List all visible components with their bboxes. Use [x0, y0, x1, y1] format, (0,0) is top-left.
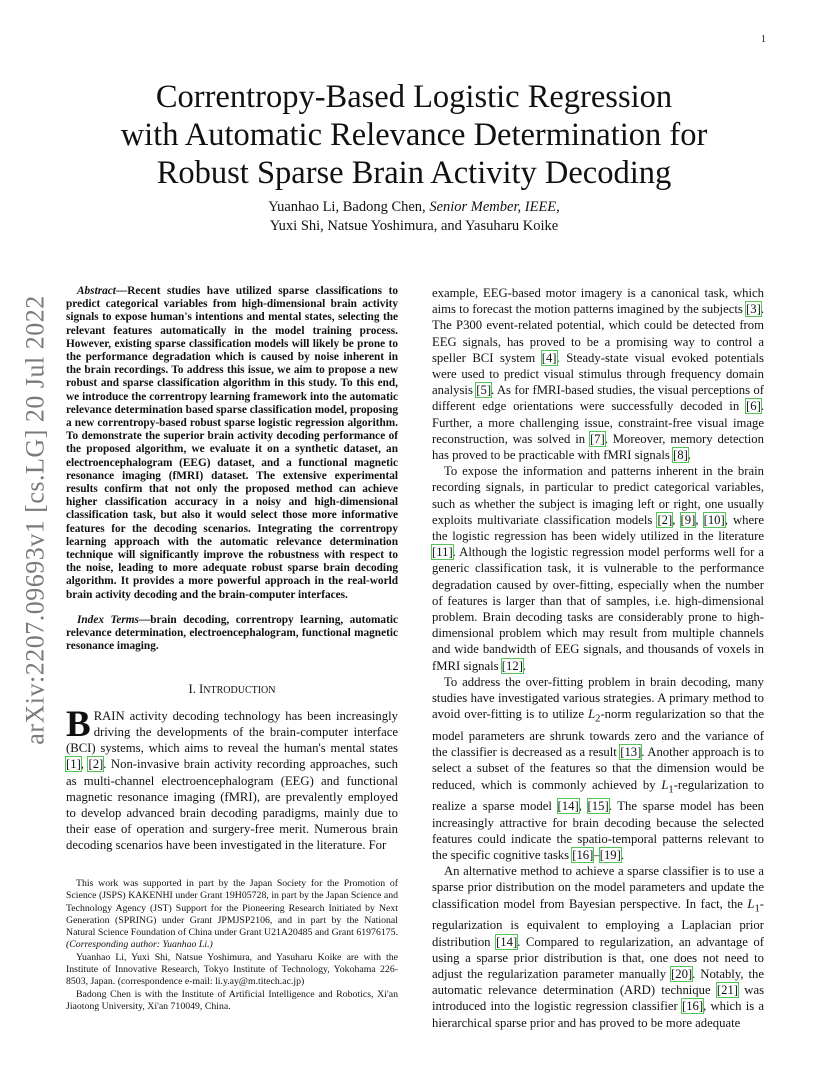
abstract-lead: Abstract — [77, 285, 116, 297]
body-text: . — [687, 448, 691, 463]
index-terms — [66, 614, 398, 654]
body-text: was introduced into the logistic regression classifier — [432, 983, 765, 1014]
body-text: To expose the information and patterns inherent in the brain recording signals, in particular to predict categorical variables, such as whether the subject is imaging left or right, one usually exploits multivariate classification models — [432, 464, 764, 527]
body-text: . — [620, 847, 625, 862]
body-text: . Notably, the automatic relevance determination (ARD) technique — [432, 966, 764, 998]
math-subscript: 1 — [668, 784, 674, 796]
intro-text: . Non-invasive brain activity recording approaches, such as multi-channel electroencephalogram (EEG) and functional magnetic resonance imaging (fMRI), are prevalently employed to develop advanced brain decoding paradigms, mainly due to their ease of operation and surgery-free merit. Numerous brain decoding scenarios have been investigated in the literature. For — [66, 757, 398, 853]
body-paragraph — [432, 463, 764, 674]
body-text: . Further, a more challenging issue, constraint-free visual image reconstruction, was solved in — [432, 399, 764, 446]
body-text: . Another approach is to select a subset of the features so that the dimension would be reduced, which is commonly achieved by — [432, 745, 765, 792]
body-text: . Steady-state visual evoked potentials were used to predict visual stimulus through frequency domain analysis — [432, 350, 764, 398]
section-heading — [66, 681, 398, 699]
footnote-affiliation: Yuanhao Li, Yuxi Shi, Natsue Yoshimura, and Yasuharu Koike are with the Institute of Innovative Research, Tokyo Institute of Technology, Yokohama 226-8503, Japan. (correspondence e-mail: li.y.ay@m.titech.ac.jp) — [66, 951, 398, 988]
citation-link[interactable]: [4] — [541, 350, 557, 365]
body-text: . As for fMRI-based studies, the visual perceptions of different edge orientations were successfully decoded in — [432, 383, 764, 414]
body-text: , where the logistic regression has been widely utilized in the literature — [432, 512, 765, 544]
right-column — [432, 285, 764, 1031]
math-variable: L — [747, 896, 755, 911]
citation-link[interactable]: [12] — [501, 658, 523, 673]
body-text: example, EEG-based motor imagery is a canonical task, which aims to forecast the motion patterns imagined by the subjects — [432, 286, 764, 317]
citation-link[interactable]: [8] — [673, 448, 688, 463]
body-text: . Although the logistic regression model performs well for a generic classification task, it is vulnerable to the performance degradation caused by over-fitting, especially when the number of features is larger than that of samples, i.e. high-dimensional problem. Brain decoding tasks are considerably prone to high-dimensional problem which may result from multiple channels and wide bandwidth of EEG signals, and thousands of voxels in fMRI signals — [432, 545, 764, 673]
drop-cap: B — [66, 703, 91, 745]
citation-link[interactable]: [3] — [746, 302, 761, 317]
citation-link[interactable]: [21] — [716, 983, 739, 998]
body-text: -regularization is equivalent to employing a Laplacian prior distribution — [432, 896, 764, 949]
citation-link[interactable]: [2] — [88, 757, 104, 772]
citation-link[interactable]: [5] — [476, 383, 492, 398]
footnote-text: This work was supported in part by the Japan Society for the Promotion of Science (JSPS) KAKENHI under Grant 19H05728, in part by the Japan Science and Technology Agency (JST) Support for the Pioneering Research Initiated by Next Generation (SPRING) under Grant JPMJSP2106, and in part by the National Natural Science Foundation of China under Grant U21A20485 and Grant 61976175. — [66, 878, 398, 939]
body-text: . Compared to regularization, an advantage of using a sparse prior distribution is that, one does not need to adjust the regularization parameter manually — [432, 934, 764, 981]
citation-link[interactable]: [1] — [66, 757, 81, 772]
index-terms-lead: Index Terms — [77, 613, 139, 626]
citation-link[interactable]: [16] — [681, 999, 704, 1014]
intro-paragraph — [66, 703, 398, 854]
footnotes — [66, 878, 398, 1013]
body-text: -regularization to realize a sparse model — [432, 777, 764, 814]
author-role: Senior Member, IEEE, — [429, 199, 560, 215]
citation-link[interactable]: [16] — [572, 847, 594, 862]
citation-link[interactable]: [19] — [599, 847, 621, 862]
author-line: Yuxi Shi, Natsue Yoshimura, and Yasuharu Koike — [269, 218, 559, 234]
citation-link[interactable]: [9] — [680, 512, 696, 527]
citation-link[interactable]: [13] — [620, 745, 642, 760]
author-line — [80, 198, 748, 217]
citation-link[interactable]: [15] — [587, 799, 609, 814]
title-line: Correntropy-Based Logistic Regression — [155, 79, 673, 115]
math-subscript: 1 — [754, 903, 760, 915]
page-number: 1 — [761, 34, 766, 45]
body-text: , — [672, 512, 681, 527]
citation-link[interactable]: [10] — [703, 512, 725, 527]
footnote-corresponding: (Corresponding author: Yuanhao Li.) — [66, 939, 213, 951]
intro-text: RAIN activity decoding technology has been increasingly driving the developments of the brain-computer interface (BCI) systems, which aims to reveal the human's mental states — [66, 708, 398, 756]
citation-link[interactable]: [20] — [671, 966, 693, 981]
math-subscript: 2 — [595, 713, 601, 725]
intro-text: , — [80, 757, 89, 772]
body-paragraph — [432, 863, 764, 1031]
body-text: – — [593, 847, 600, 862]
body-text: . — [522, 658, 527, 673]
left-column — [66, 285, 398, 854]
paper-title — [80, 78, 748, 192]
citation-link[interactable]: [6] — [746, 399, 761, 414]
author-names: Yuanhao Li, Badong Chen, — [268, 199, 430, 215]
index-terms-text: —brain decoding, correntropy learning, automatic relevance determination, electroencephalogram, functional magnetic resonance imaging. — [66, 613, 398, 653]
body-text: . Moreover, memory detection has proved to be practicable with fMRI signals — [432, 431, 764, 463]
author-list — [80, 198, 748, 236]
abstract-text: —Recent studies have utilized sparse classifications to predict categorical variables from high-dimensional brain activity signals to expose human's intentions and mental states, selecting the relevant features automatically in the model training process. However, existing sparse classification models will likely be prone to the performance degradation which is caused by noise inherent in the brain recordings. To address this issue, we aim to propose a new robust and sparse classification algorithm in this study. To this end, we introduce the correntropy learning framework into the automatic relevance determination based sparse classification model, proposing a new correntropy-based robust sparse logistic regression algorithm. To demonstrate the superior brain activity decoding performance of the proposed algorithm, we evaluate it on a synthetic dataset, an electroencephalogram (EEG) dataset, and a functional magnetic resonance imaging (fMRI) dataset. The extensive experimental results confirm that not only the proposed method can achieve higher classification accuracy in a noisy and high-dimensional classification task, but also it would select those more informative features for the decoding scenarios. Integrating the correntropy learning approach with the automatic relevance determination technique will significantly improve the robustness with respect to the noise, leading to more adequate robust sparse brain decoding algorithm. It provides a more powerful approach in the real-world brain activity decoding and the brain-computer interfaces. — [66, 285, 398, 601]
math-variable: L — [588, 707, 596, 722]
footnote-funding — [66, 878, 398, 952]
body-paragraph — [432, 674, 764, 863]
arxiv-identifier-text: arXiv:2207.09693v1 [cs.LG] 20 Jul 2022 — [21, 295, 50, 745]
body-text: . The sparse model has been increasingly attractive for brain decoding because the selected features could indicate the spatio-temporal patterns relevant to the specific cognitive tasks — [432, 799, 765, 862]
citation-link[interactable]: [7] — [589, 431, 605, 446]
section-title-smallcaps: NTRODUCTION — [203, 685, 276, 697]
body-text: , which is a hierarchical sparse prior and has proved to be more adequate — [432, 999, 764, 1030]
arxiv-identifier — [14, 295, 58, 745]
body-text: , — [695, 512, 704, 527]
body-text: -norm regularization so that the model parameters are shrunk towards zero and the variance of the classifier is decreased as a result — [432, 707, 764, 760]
section-numeral: I. I — [188, 682, 204, 697]
footnote-affiliation: Badong Chen is with the Institute of Artificial Intelligence and Robotics, Xi'an Jiaotong University, Xi'an 710049, China. — [66, 988, 398, 1012]
body-text: , — [578, 799, 588, 814]
body-paragraph — [432, 285, 764, 463]
body-text: To address the over-fitting problem in brain decoding, many studies have investigated various strategies. A primary method to avoid over-fitting is to utilize — [432, 674, 764, 722]
body-text: An alternative method to achieve a sparse classifier is to use a sparse prior distribution on the model parameters and update the classification model from Bayesian perspective. In fact, the — [432, 864, 764, 911]
citation-link[interactable]: [14] — [557, 799, 579, 814]
title-line: with Automatic Relevance Determination for — [120, 117, 708, 153]
abstract — [66, 285, 398, 602]
body-text: . The P300 event-related potential, which could be detected from EEG signals, has proved to be a promising way to control a speller BCI system — [432, 302, 764, 365]
citation-link[interactable]: [14] — [496, 934, 518, 949]
citation-link[interactable]: [2] — [657, 512, 673, 527]
math-variable: L — [661, 777, 669, 792]
citation-link[interactable]: [11] — [432, 545, 453, 560]
title-line: Robust Sparse Brain Activity Decoding — [156, 155, 672, 191]
